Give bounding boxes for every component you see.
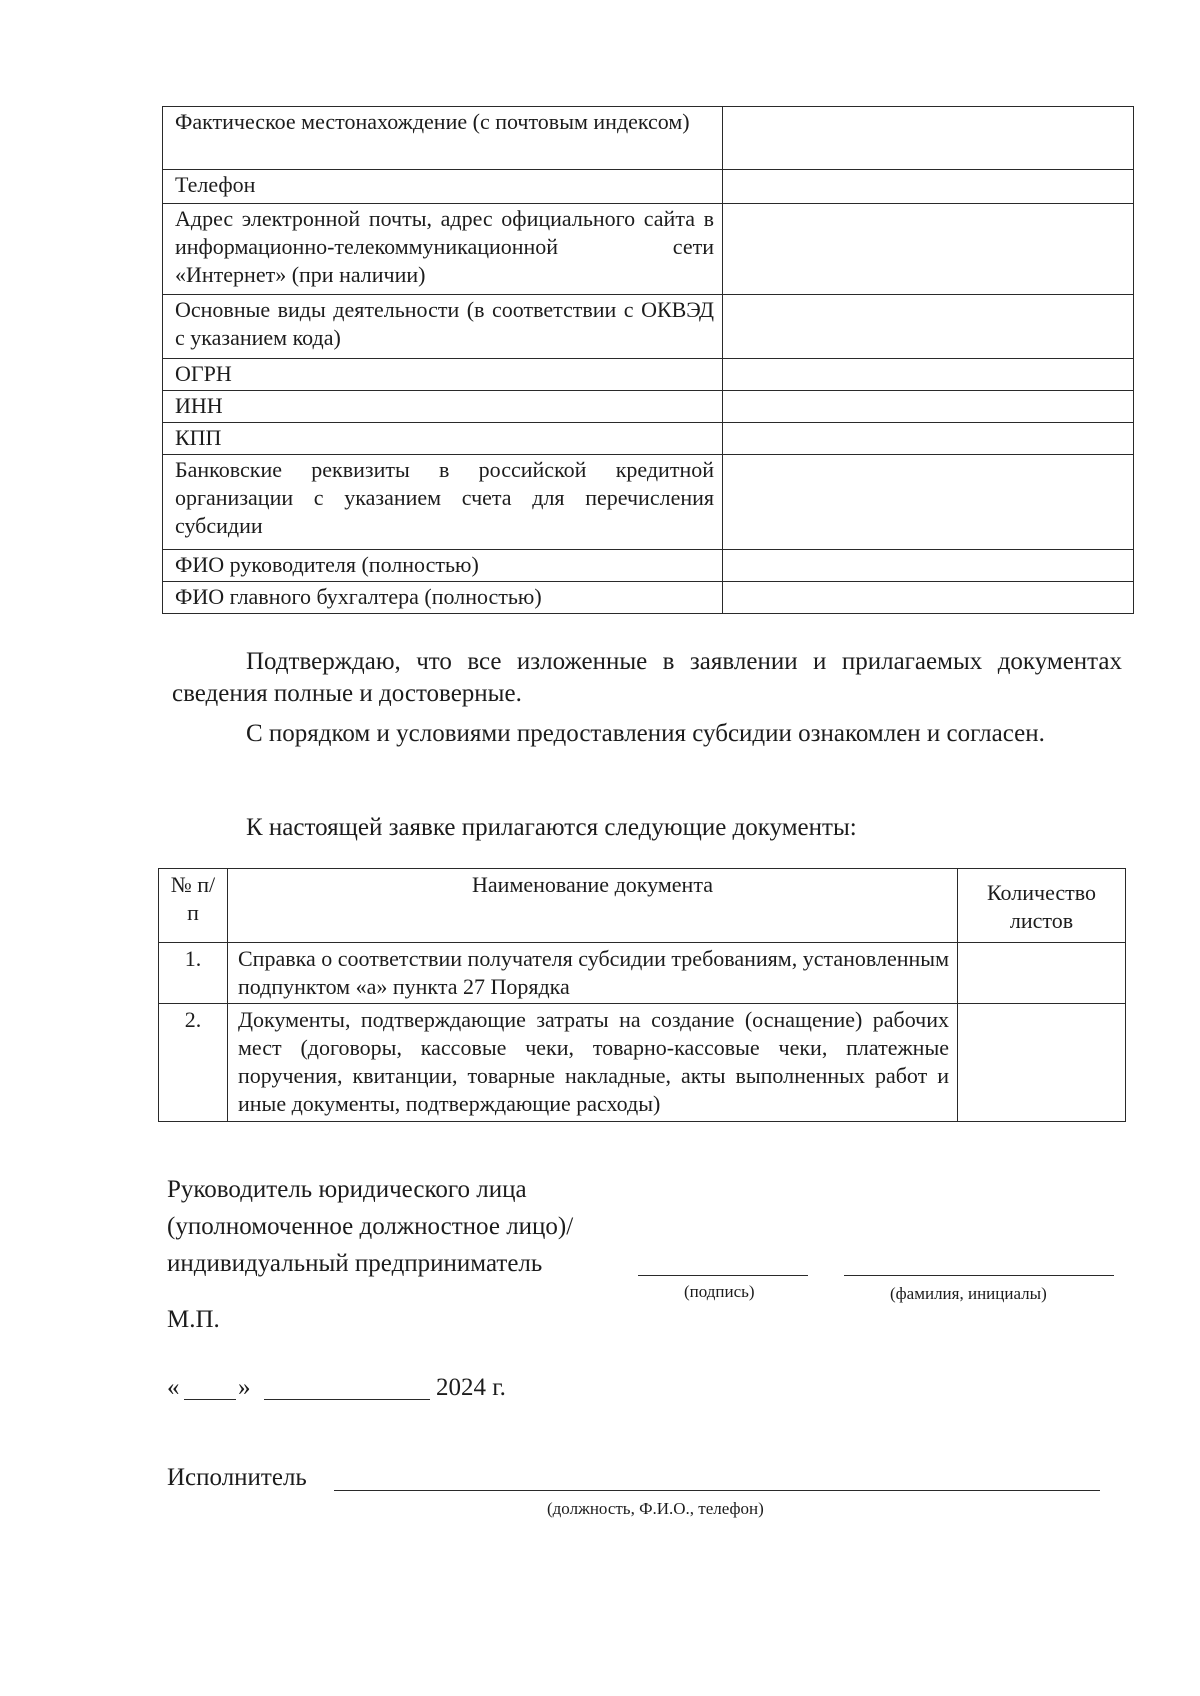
row-value-field[interactable] (723, 170, 1134, 204)
row-label: ФИО руководителя (полностью) (163, 550, 723, 582)
row-label: Основные виды деятельности (в соответствии с ОКВЭД с указанием кода) (163, 295, 723, 359)
table-row (163, 582, 1134, 614)
row-number: 2. (159, 1004, 228, 1122)
organization-info-table (162, 106, 1134, 614)
table-row (163, 359, 1134, 391)
row-value-field[interactable] (723, 391, 1134, 423)
row-sheet-count-field[interactable] (958, 1004, 1126, 1122)
row-value-field[interactable] (723, 423, 1134, 455)
date-month-field[interactable] (264, 1399, 430, 1400)
header-number: № п/п (159, 869, 228, 943)
signature-caption: (подпись) (684, 1282, 755, 1301)
table-header-row (159, 869, 1126, 943)
row-label: Банковские реквизиты в российской кредитной организации с указанием счета для перечисления субсидии (163, 455, 723, 550)
attached-documents-table (158, 868, 1126, 1122)
row-label: ФИО главного бухгалтера (полностью) (163, 582, 723, 614)
table-row (159, 943, 1126, 1004)
table-row (163, 550, 1134, 582)
date-year: 2024 г. (436, 1374, 506, 1401)
row-value-field[interactable] (723, 107, 1134, 170)
confirmation-paragraph: Подтверждаю, что все изложенные в заявлении и прилагаемых документах сведения полные и достоверные. (172, 648, 1122, 707)
row-number: 1. (159, 943, 228, 1004)
row-value-field[interactable] (723, 582, 1134, 614)
row-value-field[interactable] (723, 359, 1134, 391)
row-label: Фактическое местонахождение (с почтовым индексом) (163, 107, 723, 170)
header-document-name: Наименование документа (228, 869, 958, 943)
table-row (163, 107, 1134, 170)
date-close-quote: » (238, 1374, 251, 1401)
table-row (159, 1004, 1126, 1122)
row-value-field[interactable] (723, 455, 1134, 550)
executor-caption: (должность, Ф.И.О., телефон) (547, 1499, 764, 1518)
row-value-field[interactable] (723, 295, 1134, 359)
signature-line[interactable] (638, 1275, 808, 1276)
name-initials-caption: (фамилия, инициалы) (890, 1284, 1047, 1303)
row-label: ОГРН (163, 359, 723, 391)
head-title-line3: индивидуальный предприниматель (167, 1250, 543, 1277)
table-row (163, 455, 1134, 550)
table-row (163, 295, 1134, 359)
head-title-line1: Руководитель юридического лица (167, 1176, 527, 1203)
stamp-label: М.П. (167, 1306, 220, 1333)
table-row (163, 391, 1134, 423)
table-row (163, 170, 1134, 204)
row-label: КПП (163, 423, 723, 455)
row-value-field[interactable] (723, 550, 1134, 582)
header-sheet-count: Количество листов (958, 869, 1126, 943)
date-open-quote: « (167, 1374, 180, 1401)
agreement-paragraph: С порядком и условиями предоставления субсидии ознакомлен и согласен. (246, 720, 1045, 747)
head-title-line2: (уполномоченное должностное лицо)/ (167, 1213, 574, 1240)
row-value-field[interactable] (723, 204, 1134, 295)
executor-label: Исполнитель (167, 1464, 307, 1491)
date-day-field[interactable] (184, 1399, 236, 1400)
row-document-name: Справка о соответствии получателя субсидии требованиям, установленным подпунктом «а» пункта 27 Порядка (228, 943, 958, 1004)
name-initials-line[interactable] (844, 1275, 1114, 1276)
row-label: Адрес электронной почты, адрес официального сайта в информационно-телекоммуникационной сети «Интернет» (при наличии) (163, 204, 723, 295)
attachments-intro: К настоящей заявке прилагаются следующие документы: (246, 814, 857, 841)
executor-field[interactable] (334, 1490, 1100, 1491)
row-label: Телефон (163, 170, 723, 204)
table-row (163, 204, 1134, 295)
row-sheet-count-field[interactable] (958, 943, 1126, 1004)
table-row (163, 423, 1134, 455)
row-label: ИНН (163, 391, 723, 423)
row-document-name: Документы, подтверждающие затраты на создание (оснащение) рабочих мест (договоры, кассовые чеки, товарно-кассовые чеки, платежные поручения, квитанции, товарные накладные, акты выполненных работ и иные документы, подтверждающие расходы) (228, 1004, 958, 1122)
